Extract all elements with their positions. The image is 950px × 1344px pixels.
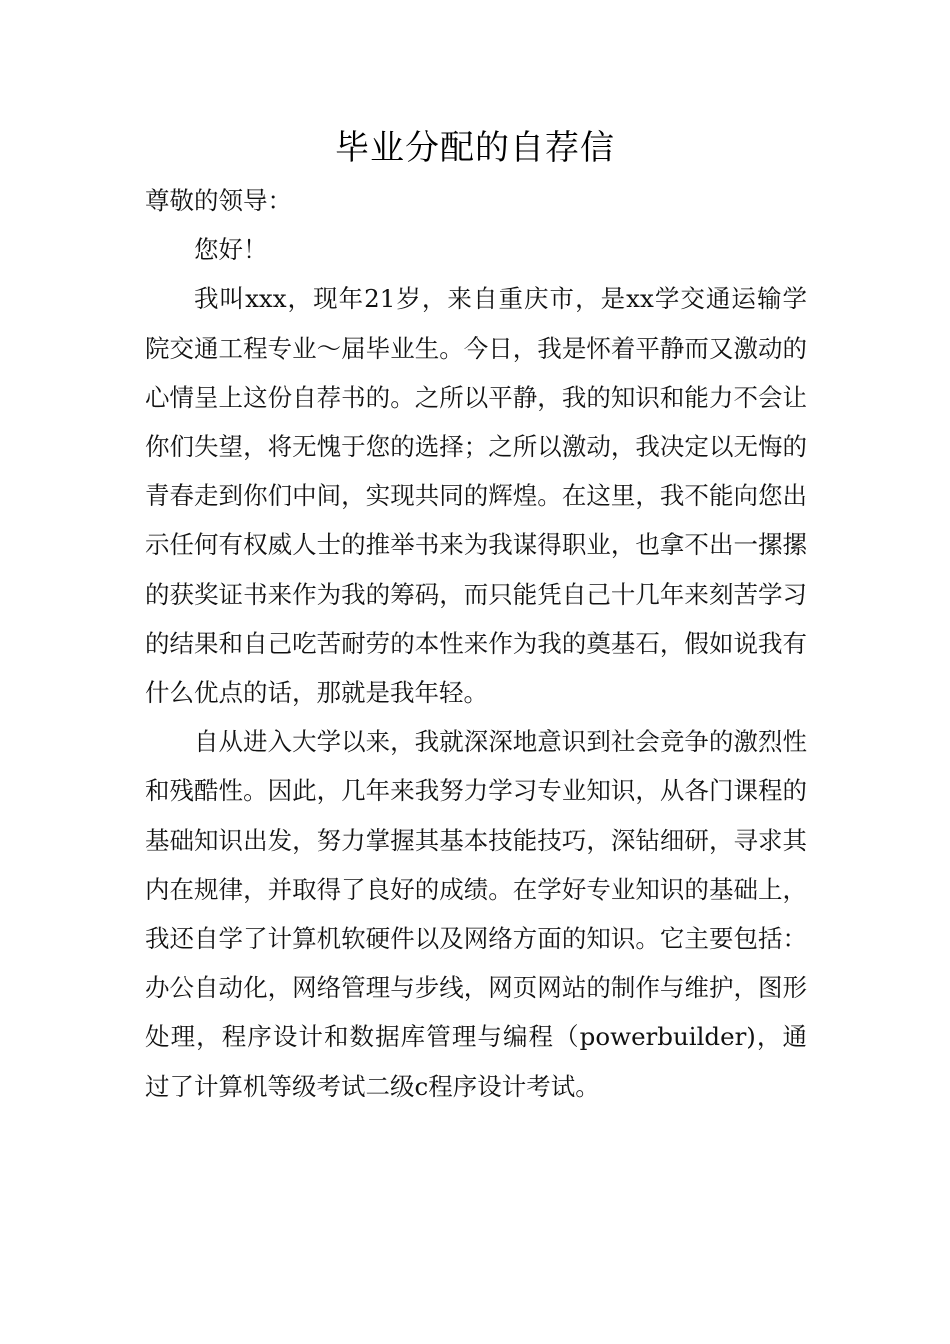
salutation: 尊敬的领导：: [145, 186, 292, 215]
letter-body: [145, 176, 807, 1111]
greeting: 您好！: [194, 235, 268, 265]
paragraph-study: 自从进入大学以来，我就深深地意识到社会竞争的激烈性和残酷性。因此，几年来我努力学习专业知识，从各门课程的基础知识出发，努力掌握其基本技能技巧，深钻细研，寻求其内在规律，并取得了良好的成绩。在学好专业知识的基础上，我还自学了计算机软硬件以及网络方面的知识。它主要包括：办公自动化，网络管理与步线，网页网站的制作与维护，图形处理，程序设计和数据库管理与编程（powerbuilder)，通过了计算机等级考试二级c程序设计考试。: [145, 727, 807, 1101]
document-title: 毕业分配的自荐信: [335, 128, 615, 168]
paragraph-introduction: 我叫xxx，现年21岁，来自重庆市，是xx学交通运输学院交通工程专业～届毕业生。今日，我是怀着平静而又激动的心情呈上这份自荐书的。之所以平静，我的知识和能力不会让你们失望，将无愧于您的选择；之所以激动，我决定以无悔的青春走到你们中间，实现共同的辉煌。在这里，我不能向您出示任何有权威人士的推举书来为我谋得职业，也拿不出一摞摞的获奖证书来作为我的筹码，而只能凭自己十几年来刻苦学习的结果和自己吃苦耐劳的本性来作为我的奠基石，假如说我有什么优点的话，那就是我年轻。: [145, 284, 807, 708]
